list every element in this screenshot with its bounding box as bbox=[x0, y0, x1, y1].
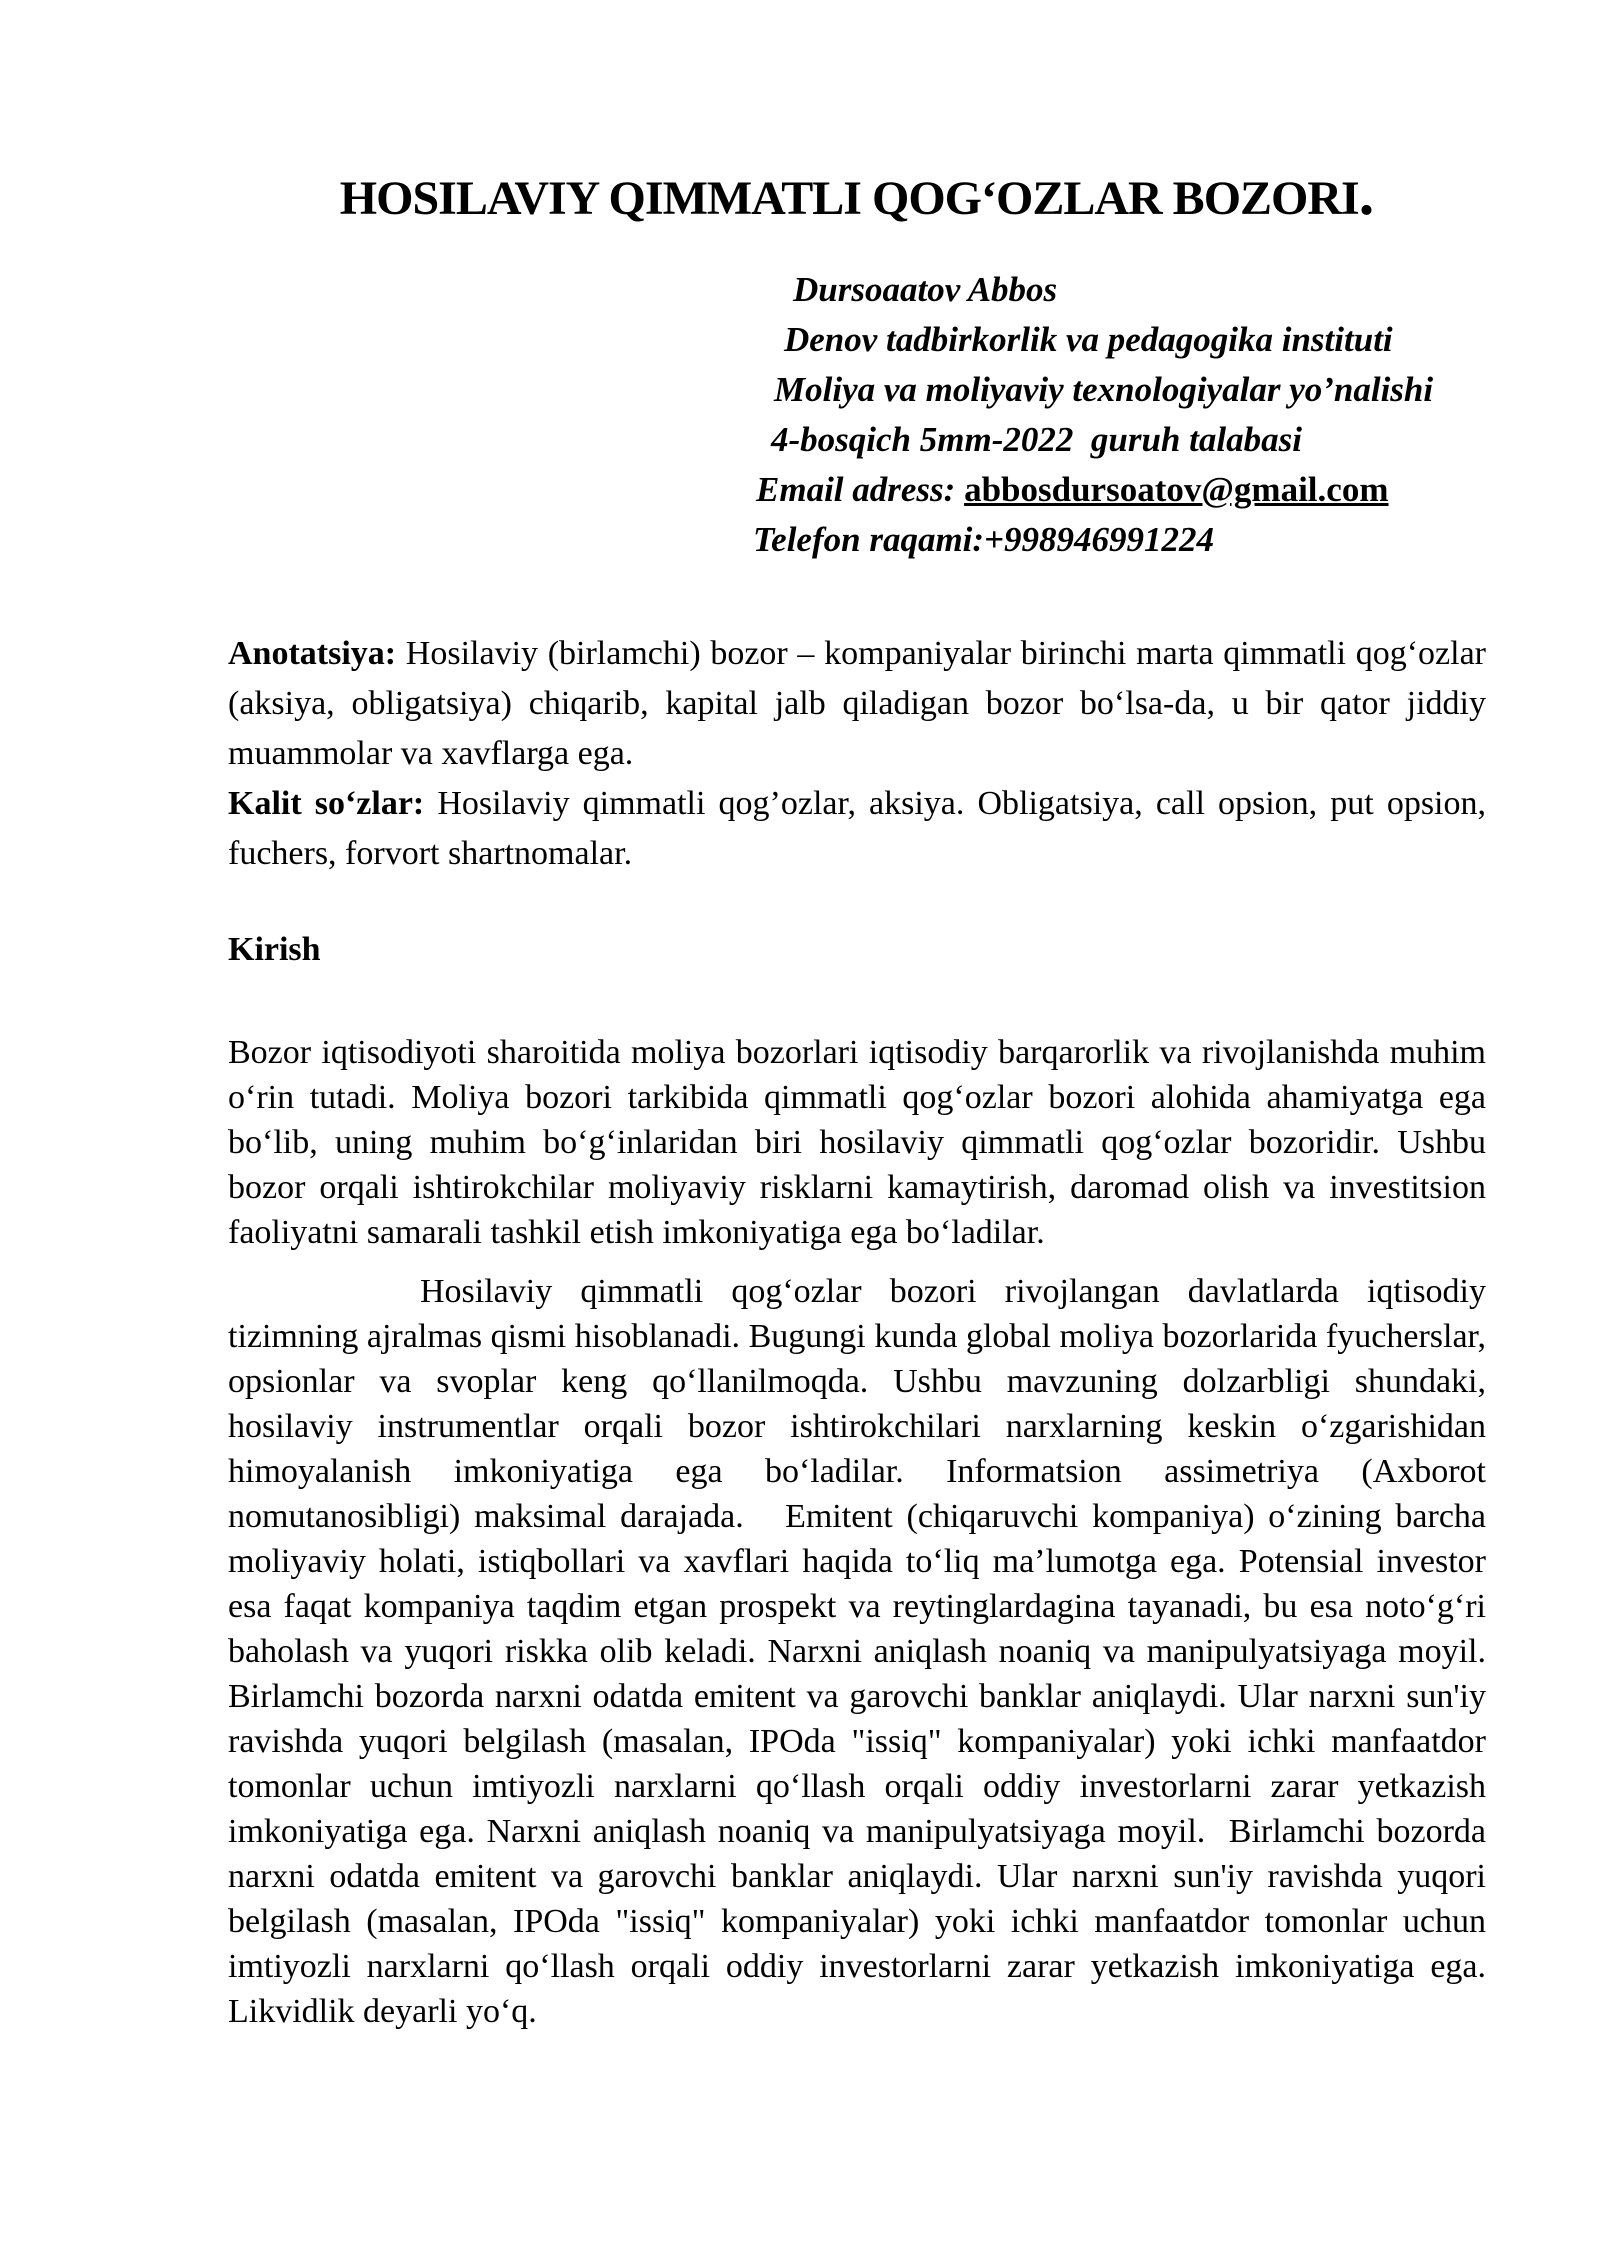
author-group: 4-bosqich 5mm-2022 guruh talabasi bbox=[771, 420, 1302, 459]
author-block bbox=[753, 265, 1486, 565]
author-institution: Denov tadbirkorlik va pedagogika instituti bbox=[784, 320, 1393, 359]
body-paragraph: Hosilaviy qimmatli qog‘ozlar bozori rivojlangan davlatlarda iqtisodiy tizimning ajralmas qismi hisoblanadi. Bugungi kunda global moliya bozorlarida fyucherslar, opsionlar va svoplar keng qo‘llanilmoqda. Ushbu mavzuning dolzarbligi shundaki, hosilaviy instrumentlar orqali bozor ishtirokchilari narxlarning keskin o‘zgarishidan himoyalanish imkoniyatiga ega bo‘ladilar. Informatsion assimetriya (Axborot nomutanosibligi) maksimal darajada. Emitent (chiqaruvchi kompaniya) o‘zining barcha moliyaviy holati, istiqbollari va xavflari haqida to‘liq ma’lumotga ega. Potensial investor esa faqat kompaniya taqdim etgan prospekt va reytinglardagina tayanadi, bu esa noto‘g‘ri baholash va yuqori riskka olib keladi. Narxni aniqlash noaniq va manipulyatsiyaga moyil. Birlamchi bozorda narxni odatda emitent va garovchi banklar aniqlaydi. Ular narxni sun'iy ravishda yuqori belgilash (masalan, IPOda "issiq" kompaniyalar) yoki ichki manfaatdor tomonlar uchun imtiyozli narxlarni qo‘llash orqali oddiy investorlarni zarar yetkazish imkoniyatiga ega. Narxni aniqlash noaniq va manipulyatsiyaga moyil. Birlamchi bozorda narxni odatda emitent va garovchi banklar aniqlaydi. Ular narxni sun'iy ravishda yuqori belgilash (masalan, IPOda "issiq" kompaniyalar) yoki ichki manfaatdor tomonlar uchun imtiyozli narxlarni qo‘llash orqali oddiy investorlarni zarar yetkazish imkoniyatiga ega. Likvidlik deyarli yo‘q. bbox=[228, 1273, 1512, 2030]
author-program: Moliya va moliyaviy texnologiyalar yo’nalishi bbox=[774, 370, 1434, 409]
author-email-line bbox=[753, 465, 1486, 515]
author-phone: Telefon raqami:+998946991224 bbox=[753, 520, 1214, 559]
keywords-label: Kalit so‘zlar: bbox=[228, 785, 425, 822]
email-link[interactable]: abbosdursoatov@gmail.com bbox=[964, 470, 1389, 509]
page-title-text: HOSILAVIY QIMMATLI QOG‘OZLAR BOZORI bbox=[339, 172, 1359, 225]
abstract-section bbox=[228, 629, 1495, 879]
section-heading-kirish: Kirish bbox=[228, 931, 321, 968]
page-title-period: . bbox=[1358, 160, 1375, 228]
intro-paragraph: Bozor iqtisodiyoti sharoitida moliya bozorlari iqtisodiy barqarorlik va rivojlanishda muhim o‘rin tutadi. Moliya bozori tarkibida qimmatli qog‘ozlar bozori alohida ahamiyatga ega bo‘lib, uning muhim bo‘g‘inlaridan biri hosilaviy qimmatli qog‘ozlar bozoridir. Ushbu bozor orqali ishtirokchilar moliyaviy risklarni kamaytirish, daromad olish va investitsion faoliyatni samarali tashkil etish imkoniyatiga ega bo‘ladilar. bbox=[228, 1034, 1495, 1251]
keywords-text: Hosilaviy qimmatli qog’ozlar, aksiya. Obligatsiya, call opsion, put opsion, fuchers, forvort shartnomalar. bbox=[228, 785, 1495, 872]
abstract-paragraph bbox=[228, 629, 1495, 779]
abstract-text: Hosilaviy (birlamchi) bozor – kompaniyalar birinchi marta qimmatli qog‘ozlar (aksiya, obligatsiya) chiqarib, kapital jalb qiladigan bozor bo‘lsa-da, u bir qator jiddiy muammolar va xavflarga ega. bbox=[228, 635, 1495, 772]
page-title bbox=[228, 0, 1486, 227]
abstract-label: Anotatsiya: bbox=[228, 635, 397, 672]
keywords-paragraph bbox=[228, 779, 1495, 879]
email-label: Email adress: bbox=[756, 470, 965, 509]
author-name: Dursoaatov Abbos bbox=[793, 270, 1058, 309]
